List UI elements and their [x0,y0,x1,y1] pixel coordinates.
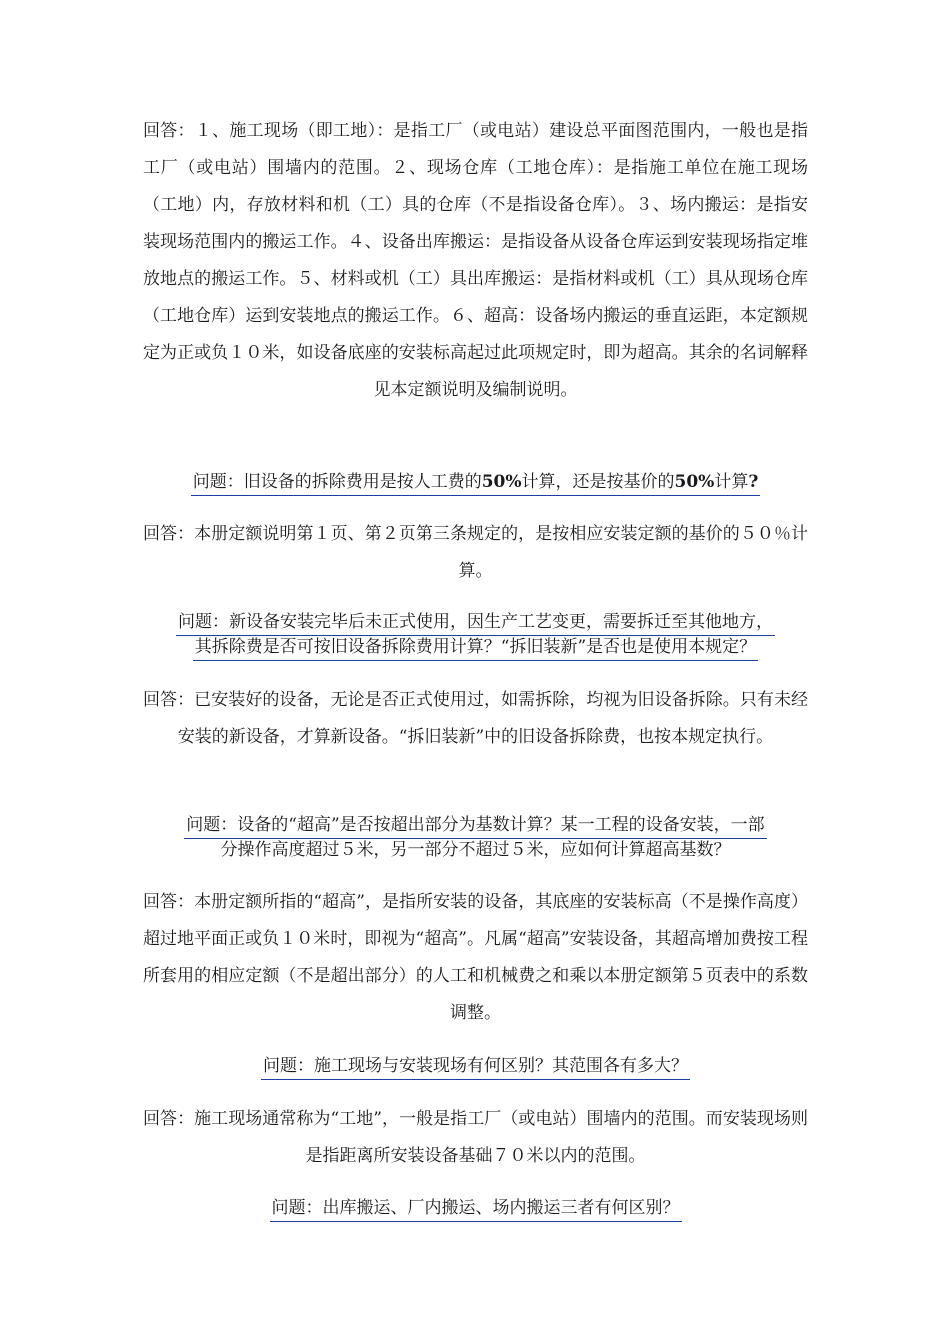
question-5-line-1: 问题：出库搬运、厂内搬运、场内搬运三者有何区别？ [270,1197,682,1222]
question-1 [143,471,808,496]
question-3-line-2: 分操作高度超过５米，另一部分不超过５米，应如何计算超高基数？ [220,840,731,860]
answer-paragraph-3: 回答：已安装好的设备，无论是否正式使用过，如需拆除，均视为旧设备拆除。只有未经安装的新设备，才算新设备。“拆旧装新”中的旧设备拆除费，也按本规定执行。 [143,690,808,747]
question-4 [143,1055,808,1080]
question-3-line-1: 问题：设备的“超高”是否按超出部分为基数计算？某一工程的设备安装，一部 [184,814,766,839]
question-1-line-1: 问题：旧设备的拆除费用是按人工费的50%计算，还是按基价的50%计算? [191,471,761,496]
answer-paragraph-5: 回答：施工现场通常称为“工地”，一般是指工厂（或电站）围墙内的范围。而安装现场则是指距离所安装设备基础７０米以内的范围。 [143,1109,808,1166]
answer-paragraph-4: 回答：本册定额所指的“超高”，是指所安装的设备，其底座的安装标高（不是操作高度）超过地平面正或负１０米时，即视为“超高”。凡属“超高”安装设备，其超高增加费按工程所套用的相应定额（不是超出部分）的人工和机械费之和乘以本册定额第５页表中的系数调整。 [143,892,808,1023]
question-2-line-2: 其拆除费是否可按旧设备拆除费用计算？“拆旧装新”是否也是使用本规定？ [193,636,758,661]
question-4-line-1: 问题：施工现场与安装现场有何区别？其范围各有多大？ [261,1055,690,1080]
question-2 [143,611,808,661]
answer-paragraph-2: 回答：本册定额说明第１页、第２页第三条规定的，是按相应安装定额的基价的５０％计算。 [143,524,808,581]
question-5 [143,1197,808,1222]
question-2-line-1: 问题：新设备安装完毕后未正式使用，因生产工艺变更，需要拆迁至其他地方， [176,611,775,636]
answer-paragraph-1: 回答：１、施工现场（即工地）：是指工厂（或电站）建设总平面图范围内，一般也是指工厂（或电站）围墙内的范围。２、现场仓库（工地仓库）：是指施工单位在施工现场（工地）内，存放材料和机（工）具的仓库（不是指设备仓库）。３、场内搬运：是指安装现场范围内的搬运工作。４、设备出库搬运：是指设备从设备仓库运到安装现场指定堆放地点的搬运工作。５、材料或机（工）具出库搬运：是指材料或机（工）具从现场仓库（工地仓库）运到安装地点的搬运工作。６、超高：设备场内搬运的垂直运距，本定额规定为正或负１０米，如设备底座的安装标高起过此项规定时，即为超高。其余的名词解释见本定额说明及编制说明。 [143,121,808,400]
question-3 [143,814,808,862]
